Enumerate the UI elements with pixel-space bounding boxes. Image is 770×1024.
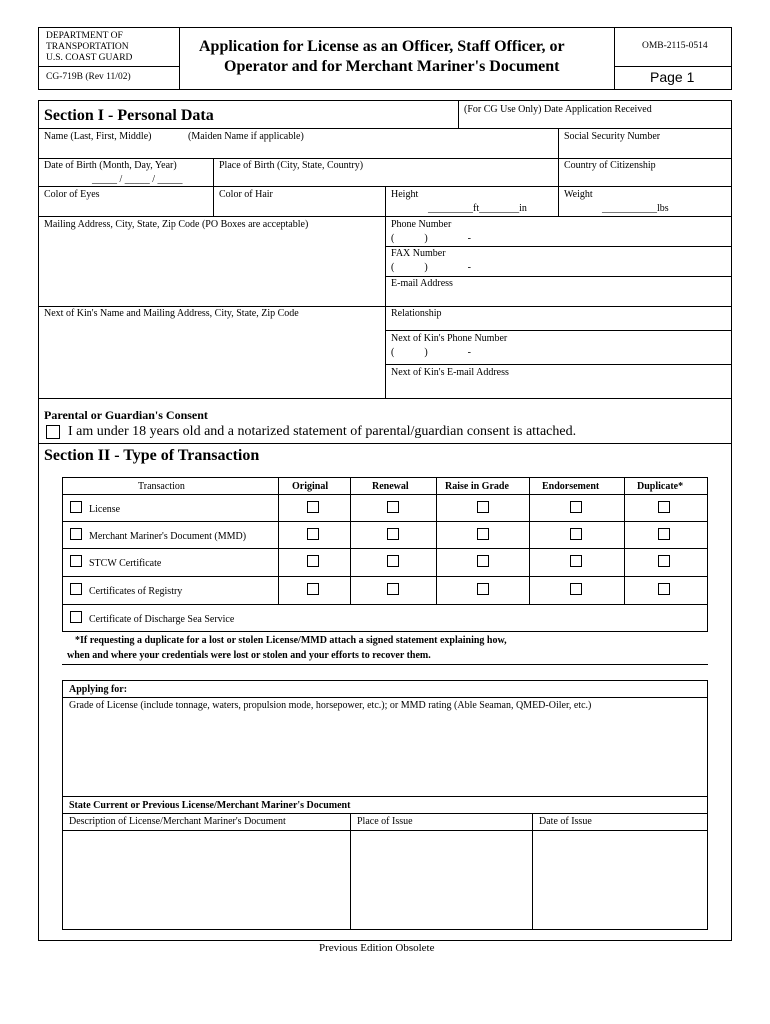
relationship-label[interactable]: Relationship bbox=[391, 308, 442, 319]
col-duplicate: Duplicate* bbox=[637, 481, 684, 492]
row-license-label: License bbox=[89, 504, 121, 515]
license-duplicate-checkbox[interactable] bbox=[658, 501, 670, 513]
omb-number: OMB-2115-0514 bbox=[642, 41, 708, 51]
transaction-table bbox=[62, 477, 708, 632]
row-registry-label: Certificates of Registry bbox=[89, 586, 183, 597]
license-renewal-checkbox[interactable] bbox=[387, 501, 399, 513]
registry-original-checkbox[interactable] bbox=[307, 583, 319, 595]
dept-line2: TRANSPORTATION bbox=[46, 42, 129, 52]
license-original-checkbox[interactable] bbox=[307, 501, 319, 513]
weight-label[interactable]: Weight bbox=[564, 189, 593, 200]
discharge-checkbox[interactable] bbox=[70, 611, 82, 623]
fax-blank[interactable]: ( ) - bbox=[391, 262, 471, 273]
pob-label[interactable]: Place of Birth (City, State, Country) bbox=[219, 160, 364, 171]
kin-email-label[interactable]: Next of Kin's E-mail Address bbox=[391, 367, 509, 378]
place-of-issue-label[interactable]: Place of Issue bbox=[357, 816, 413, 827]
registry-checkbox[interactable] bbox=[70, 583, 82, 595]
col-renewal: Renewal bbox=[372, 481, 409, 492]
height-label[interactable]: Height bbox=[391, 189, 419, 200]
registry-duplicate-checkbox[interactable] bbox=[658, 583, 670, 595]
consent-title: Parental or Guardian's Consent bbox=[44, 408, 208, 422]
ssn-label[interactable]: Social Security Number bbox=[564, 131, 661, 142]
duplicate-note-line2: when and where your credentials were lost or stolen and your efforts to recover them. bbox=[67, 650, 431, 661]
height-blank[interactable]: _________ft________in bbox=[428, 203, 527, 214]
consent-checkbox[interactable] bbox=[46, 425, 60, 439]
desc-label[interactable]: Description of License/Merchant Mariner's Document bbox=[69, 816, 286, 827]
cg-use-label: (For CG Use Only) Date Application Received bbox=[464, 104, 652, 115]
phone-blank[interactable]: ( ) - bbox=[391, 233, 471, 244]
dept-line3: U.S. COAST GUARD bbox=[46, 53, 133, 63]
registry-endorsement-checkbox[interactable] bbox=[570, 583, 582, 595]
eye-color-label[interactable]: Color of Eyes bbox=[44, 189, 100, 200]
page-number: Page 1 bbox=[650, 69, 695, 85]
email-label[interactable]: E-mail Address bbox=[391, 278, 453, 289]
applying-title: Applying for: bbox=[69, 684, 128, 695]
stcw-checkbox[interactable] bbox=[70, 555, 82, 567]
hair-color-label[interactable]: Color of Hair bbox=[219, 189, 273, 200]
col-original: Original bbox=[292, 481, 329, 492]
section2-title: Section II - Type of Transaction bbox=[44, 447, 260, 464]
stcw-endorsement-checkbox[interactable] bbox=[570, 555, 582, 567]
license-endorsement-checkbox[interactable] bbox=[570, 501, 582, 513]
license-raise-checkbox[interactable] bbox=[477, 501, 489, 513]
footer-text: Previous Edition Obsolete bbox=[319, 942, 435, 954]
registry-raise-checkbox[interactable] bbox=[477, 583, 489, 595]
stcw-original-checkbox[interactable] bbox=[307, 555, 319, 567]
row-mmd-label: Merchant Mariner's Document (MMD) bbox=[89, 531, 247, 542]
mmd-original-checkbox[interactable] bbox=[307, 528, 319, 540]
dob-blank[interactable]: _____ / _____ / _____ bbox=[92, 174, 183, 185]
row-discharge-label: Certificate of Discharge Sea Service bbox=[89, 614, 235, 625]
stcw-duplicate-checkbox[interactable] bbox=[658, 555, 670, 567]
fax-label[interactable]: FAX Number bbox=[391, 248, 446, 259]
page-title-line1: Application for License as an Officer, Staff Officer, or bbox=[199, 38, 565, 55]
page-title-line2: Operator and for Merchant Mariner's Document bbox=[224, 58, 560, 75]
stcw-raise-checkbox[interactable] bbox=[477, 555, 489, 567]
license-checkbox[interactable] bbox=[70, 501, 82, 513]
maiden-name-label[interactable]: (Maiden Name if applicable) bbox=[188, 131, 304, 142]
form-id: CG-719B (Rev 11/02) bbox=[46, 72, 131, 82]
grade-label[interactable]: Grade of License (include tonnage, waters, propulsion mode, horsepower, etc.); or MMD rating (Able Seaman, QMED-Oiler, etc.) bbox=[69, 700, 592, 711]
mmd-duplicate-checkbox[interactable] bbox=[658, 528, 670, 540]
mmd-renewal-checkbox[interactable] bbox=[387, 528, 399, 540]
kin-phone-label[interactable]: Next of Kin's Phone Number bbox=[391, 333, 508, 344]
stcw-renewal-checkbox[interactable] bbox=[387, 555, 399, 567]
weight-blank[interactable]: ___________lbs bbox=[602, 203, 669, 214]
mailing-address-label[interactable]: Mailing Address, City, State, Zip Code (PO Boxes are acceptable) bbox=[44, 219, 309, 230]
col-transaction: Transaction bbox=[138, 481, 185, 492]
kin-phone-blank[interactable]: ( ) - bbox=[391, 347, 471, 358]
duplicate-note-line1: *If requesting a duplicate for a lost or stolen License/MMD attach a signed statement explaining how, bbox=[75, 635, 507, 646]
citizenship-label[interactable]: Country of Citizenship bbox=[564, 160, 656, 171]
phone-label[interactable]: Phone Number bbox=[391, 219, 452, 230]
dept-line1: DEPARTMENT OF bbox=[46, 31, 123, 41]
name-label[interactable]: Name (Last, First, Middle) bbox=[44, 131, 152, 142]
section1-title: Section I - Personal Data bbox=[44, 107, 214, 124]
col-endorsement: Endorsement bbox=[542, 481, 600, 492]
current-license-title: State Current or Previous License/Merchant Mariner's Document bbox=[69, 800, 351, 811]
mmd-checkbox[interactable] bbox=[70, 528, 82, 540]
col-raise-in-grade: Raise in Grade bbox=[445, 481, 509, 492]
kin-address-label[interactable]: Next of Kin's Name and Mailing Address, City, State, Zip Code bbox=[44, 308, 299, 319]
row-stcw-label: STCW Certificate bbox=[89, 558, 162, 569]
mmd-endorsement-checkbox[interactable] bbox=[570, 528, 582, 540]
registry-renewal-checkbox[interactable] bbox=[387, 583, 399, 595]
mmd-raise-checkbox[interactable] bbox=[477, 528, 489, 540]
consent-text: I am under 18 years old and a notarized statement of parental/guardian consent is attached. bbox=[68, 424, 577, 439]
date-of-issue-label[interactable]: Date of Issue bbox=[539, 816, 592, 827]
dob-label[interactable]: Date of Birth (Month, Day, Year) bbox=[44, 160, 177, 171]
